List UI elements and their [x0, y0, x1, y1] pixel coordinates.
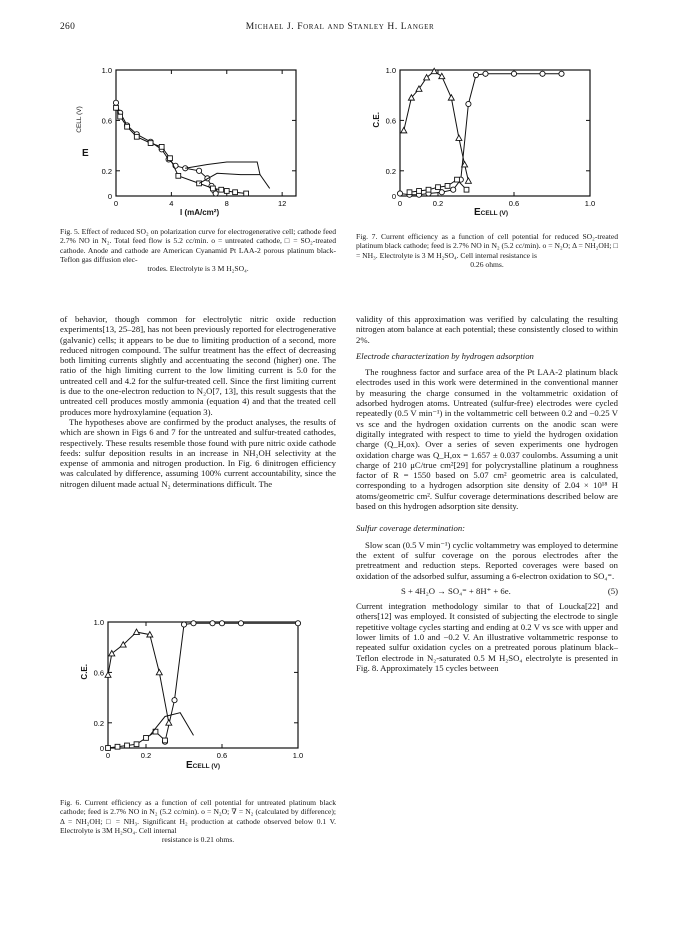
x-tick-label: 0.2 [140, 751, 152, 760]
data-point-triangle [416, 86, 422, 91]
series-line [404, 71, 469, 181]
data-point-triangle [439, 73, 445, 78]
data-point-circle [172, 698, 177, 703]
section-heading: Sulfur coverage determination: [356, 523, 466, 534]
y-tick-label: 0 [99, 744, 104, 753]
data-point-square [163, 738, 168, 743]
x-tick-label: 0 [113, 199, 119, 208]
paragraph: of behavior, though common for electrolytic nitric oxide reduction experiments[13, 25–28], has not been previously reported for electrogenerative (galvanic) cells; it appears to be due to limiting production of a second, more reduced nitrogen compound. The sulfur treatment has the effect of decreasing both limiting currents slightly and accentuating the second (higher) one. The ratio of the high limiting current to the low limiting current is 5.0 for the untreated cell and 4.2 for the sulfur-treated cell. Since the first limiting current is due to the one-electron reduction to N₂O[7, 13], this result suggests that the untreated cell produces mostly ammonia (equation 4) and that the treated cell produces more hydroxylamine (equation 3). [60, 314, 336, 417]
data-point-square [233, 190, 238, 195]
y-tick-label: 0 [391, 192, 396, 201]
series-line [116, 103, 216, 194]
page-number: 260 [60, 22, 76, 32]
data-point-square [134, 742, 139, 747]
figure-5-caption: Fig. 5. Effect of reduced SO₂ on polarization curve for electrogenerative cell; cathode feed 2.7% NO in N₂. Total feed flow is 5.2 cc/min. o = untreated cathode, □ = SO₂-treated cathode. Anode and cathode are American Cyanamid Pt LAA-2 porous platinum black-Teflon gas diffusion elec- trodes. Electrolyte is 3 M H₂SO₄. [60, 227, 336, 274]
data-point-circle [540, 71, 545, 76]
data-point-square [244, 191, 249, 196]
data-point-square [125, 124, 130, 129]
x-tick-label: 0 [397, 199, 403, 208]
figure-7-plot [370, 60, 610, 220]
x-tick-label: 0.2 [432, 199, 444, 208]
y-tick-label: 0.2 [93, 718, 104, 728]
data-point-circle [511, 71, 516, 76]
data-point-circle [397, 191, 402, 196]
data-point-square [407, 190, 412, 195]
y-tick-label: 0.6 [385, 116, 396, 126]
data-point-triangle [166, 720, 172, 725]
section-heading: Electrode characterization by hydrogen adsorption [356, 350, 534, 361]
running-header-authors: Michael J. Foral and Stanley H. Langer [245, 22, 435, 32]
data-point-square [106, 746, 111, 751]
y-tick-label: 0.2 [385, 166, 396, 176]
data-point-circle [113, 100, 118, 105]
figure-6-caption: Fig. 6. Current efficiency as a function of cell potential for untreated platinum black cathode; feed is 2.7% NO in N₂ (5.2 cc/min). o = N₂O; ∇ = N₂ (calculated by difference); Δ = NH₂OH; □ = NH₃. Significant H₂ production at cathode observed below 0.1 V. Electrolyte is 3M H₂SO₄. Cell internal resistance is 0.21 ohms. [60, 798, 336, 845]
data-point-circle [196, 168, 201, 173]
data-point-square [417, 189, 422, 194]
figure-7 [370, 60, 610, 220]
x-tick-label: 0 [105, 751, 111, 760]
paragraph: Slow scan (0.5 V min⁻¹) cyclic voltammetry was employed to determine the extent of sulfur coverage on the porous electrodes after the pretreatment and reduction steps. Reported coverages were based on oxidation of the adsorbed sulfur, assuming a 6-electron oxidation to SO₄⁼. [356, 539, 618, 581]
data-point-circle [473, 72, 478, 77]
figure-7-caption: Fig. 7. Current efficiency as a function of cell potential for reduced SO₂-treated platinum black cathode; feed is 2.7% NO in N₂ (5.2 cc/min). o = N₂O; Δ = NH₂OH; □ = NH₃. Electrolyte is 3 M H₂SO₄. Cell internal resistance is 0.26 ohms. [356, 232, 618, 269]
data-point-square [144, 736, 149, 741]
paragraph: Current integration methodology similar to that of Loucka[22] and others[12] was employed. It consisted of subjecting the electrode to single repetitive voltage cycles starting and ending at 0.2 V vs sce with upper and lower limits of 1.0 and −0.2 V. An illustrative voltammetric response to repeated sulfur oxidation cycles on a pretreated porous platinum black–Teflon electrode in N₂-saturated 0.5 M H₂SO₄ electrolyte is presented in Fig. 8. Approximately 15 cycles between [356, 601, 618, 673]
y-tick-label: 0.6 [93, 668, 104, 678]
data-point-square [224, 189, 229, 194]
fig7-x-label: ECELL (V) [474, 207, 508, 218]
data-point-square [118, 114, 123, 119]
data-point-circle [466, 101, 471, 106]
y-tick-label: 1.0 [101, 66, 112, 75]
series-line [108, 632, 169, 723]
data-point-circle [451, 187, 456, 192]
data-point-square [115, 744, 120, 749]
data-point-square [445, 184, 450, 189]
data-point-circle [213, 191, 218, 196]
plot-frame [400, 70, 590, 196]
fig5-x-label: I (mA/cm²) [180, 208, 220, 217]
data-point-square [134, 134, 139, 139]
data-point-square [148, 141, 153, 146]
fig6-x-label: ECELL (V) [186, 760, 220, 771]
data-point-square [159, 144, 164, 149]
fig6-y-label: C.E. [80, 664, 89, 680]
data-point-triangle [431, 68, 437, 73]
data-point-circle [238, 621, 243, 626]
fig7-y-label: C.E. [372, 112, 381, 128]
data-point-triangle [465, 178, 471, 183]
data-point-triangle [448, 95, 454, 100]
data-point-triangle [134, 629, 140, 634]
data-point-circle [181, 622, 186, 627]
left-column-text [60, 314, 336, 489]
data-point-square [464, 187, 469, 192]
x-tick-label: 1.0 [292, 751, 304, 760]
data-point-circle [191, 621, 196, 626]
y-tick-label: 0 [107, 192, 112, 201]
x-tick-label: 0.6 [508, 199, 520, 208]
y-tick-label: 0.6 [101, 116, 112, 126]
data-point-square [436, 185, 441, 190]
x-tick-label: 4 [169, 199, 174, 208]
x-tick-label: 1.0 [584, 199, 596, 208]
y-tick-label: 1.0 [93, 618, 104, 627]
data-point-circle [295, 621, 300, 626]
paragraph: The hypotheses above are confirmed by the product analyses, the results of which are shown in Figs 6 and 7 for the untreated and sulfur-treated cathodes, respectively. These results resemble those found with pure nitric oxide cathode feeds: sulfur deposition results in an increase in NH₂OH selectivity at the expense of ammonia and nitrogen production. In Fig. 6 dinitrogen efficiency was calculated by difference, assuming 100% current accountability, since the nitrogen diluent made actual N₂ determinations difficult. The [60, 416, 336, 489]
data-point-square [219, 187, 224, 192]
data-point-circle [559, 71, 564, 76]
plot-frame [108, 622, 298, 748]
data-point-square [114, 105, 119, 110]
data-point-circle [439, 190, 444, 195]
figure-6 [78, 612, 318, 772]
paragraph: validity of this approximation was verified by calculating the resulting nitrogen atom balance at each potential; these consistently closed to within 2%. [356, 314, 618, 345]
right-column-text [356, 314, 618, 673]
data-point-triangle [156, 669, 162, 674]
data-point-square [176, 173, 181, 178]
data-point-square [125, 743, 130, 748]
equation-5: S + 4H₂O → SO₄⁼ + 8H⁺ + 6e. (5) [401, 585, 618, 596]
series-line [165, 623, 298, 741]
data-point-circle [483, 71, 488, 76]
data-point-circle [219, 621, 224, 626]
paragraph: The roughness factor and surface area of the Pt LAA-2 platinum black electrodes used in this work were determined in the conventional manner by measuring the charge consumed in the voltammetric oxidation of adsorbed hydrogen atoms. Untreated (sulfur-free) electrodes were cycled repeatedly (0.5 V min⁻¹) in the voltammetric cell between 0.2 and −0.25 V vs sce and the hydrogen oxidation currents on the anodic scan were digitally integrated with respect to time to yield the hydrogen oxidation charge (Q_H,ox). Over a series of seven experiments one hydrogen oxidation charge was Q_H,ox = 1.657 ± 0.037 coulombs. Assuming a unit charge of 210 μC/true cm²[29] for polycrystalline platinum a roughness factor of R = 1550 based on 5.07 cm² geometric area is calculated, corresponding to a hydrogen adsorption site density of 2.04 × 10¹⁸ H atoms/geometric cm². Sulfur coverage determinations described below are based on this hydrogen adsorption site density. [356, 367, 618, 512]
x-tick-label: 12 [277, 199, 287, 208]
series-line [185, 162, 260, 175]
series-line [400, 74, 562, 195]
x-tick-label: 0.6 [216, 751, 228, 760]
series-line [116, 108, 246, 194]
data-point-triangle [456, 135, 462, 140]
data-point-square [211, 186, 216, 191]
data-point-square [197, 181, 202, 186]
figure-6-plot [78, 612, 318, 772]
data-point-square [168, 156, 173, 161]
figure-5: 0 0.2 0.6 1.0 0 4 8 12 E CELL (V) I (mA/cm²) [78, 60, 308, 220]
figure-5-plot [78, 60, 308, 220]
data-point-square [426, 187, 431, 192]
data-point-triangle [401, 127, 407, 132]
y-tick-label: 1.0 [385, 66, 396, 75]
data-point-square [455, 177, 460, 182]
y-tick-label: 0.2 [101, 166, 112, 176]
data-point-circle [210, 621, 215, 626]
x-tick-label: 8 [224, 199, 229, 208]
